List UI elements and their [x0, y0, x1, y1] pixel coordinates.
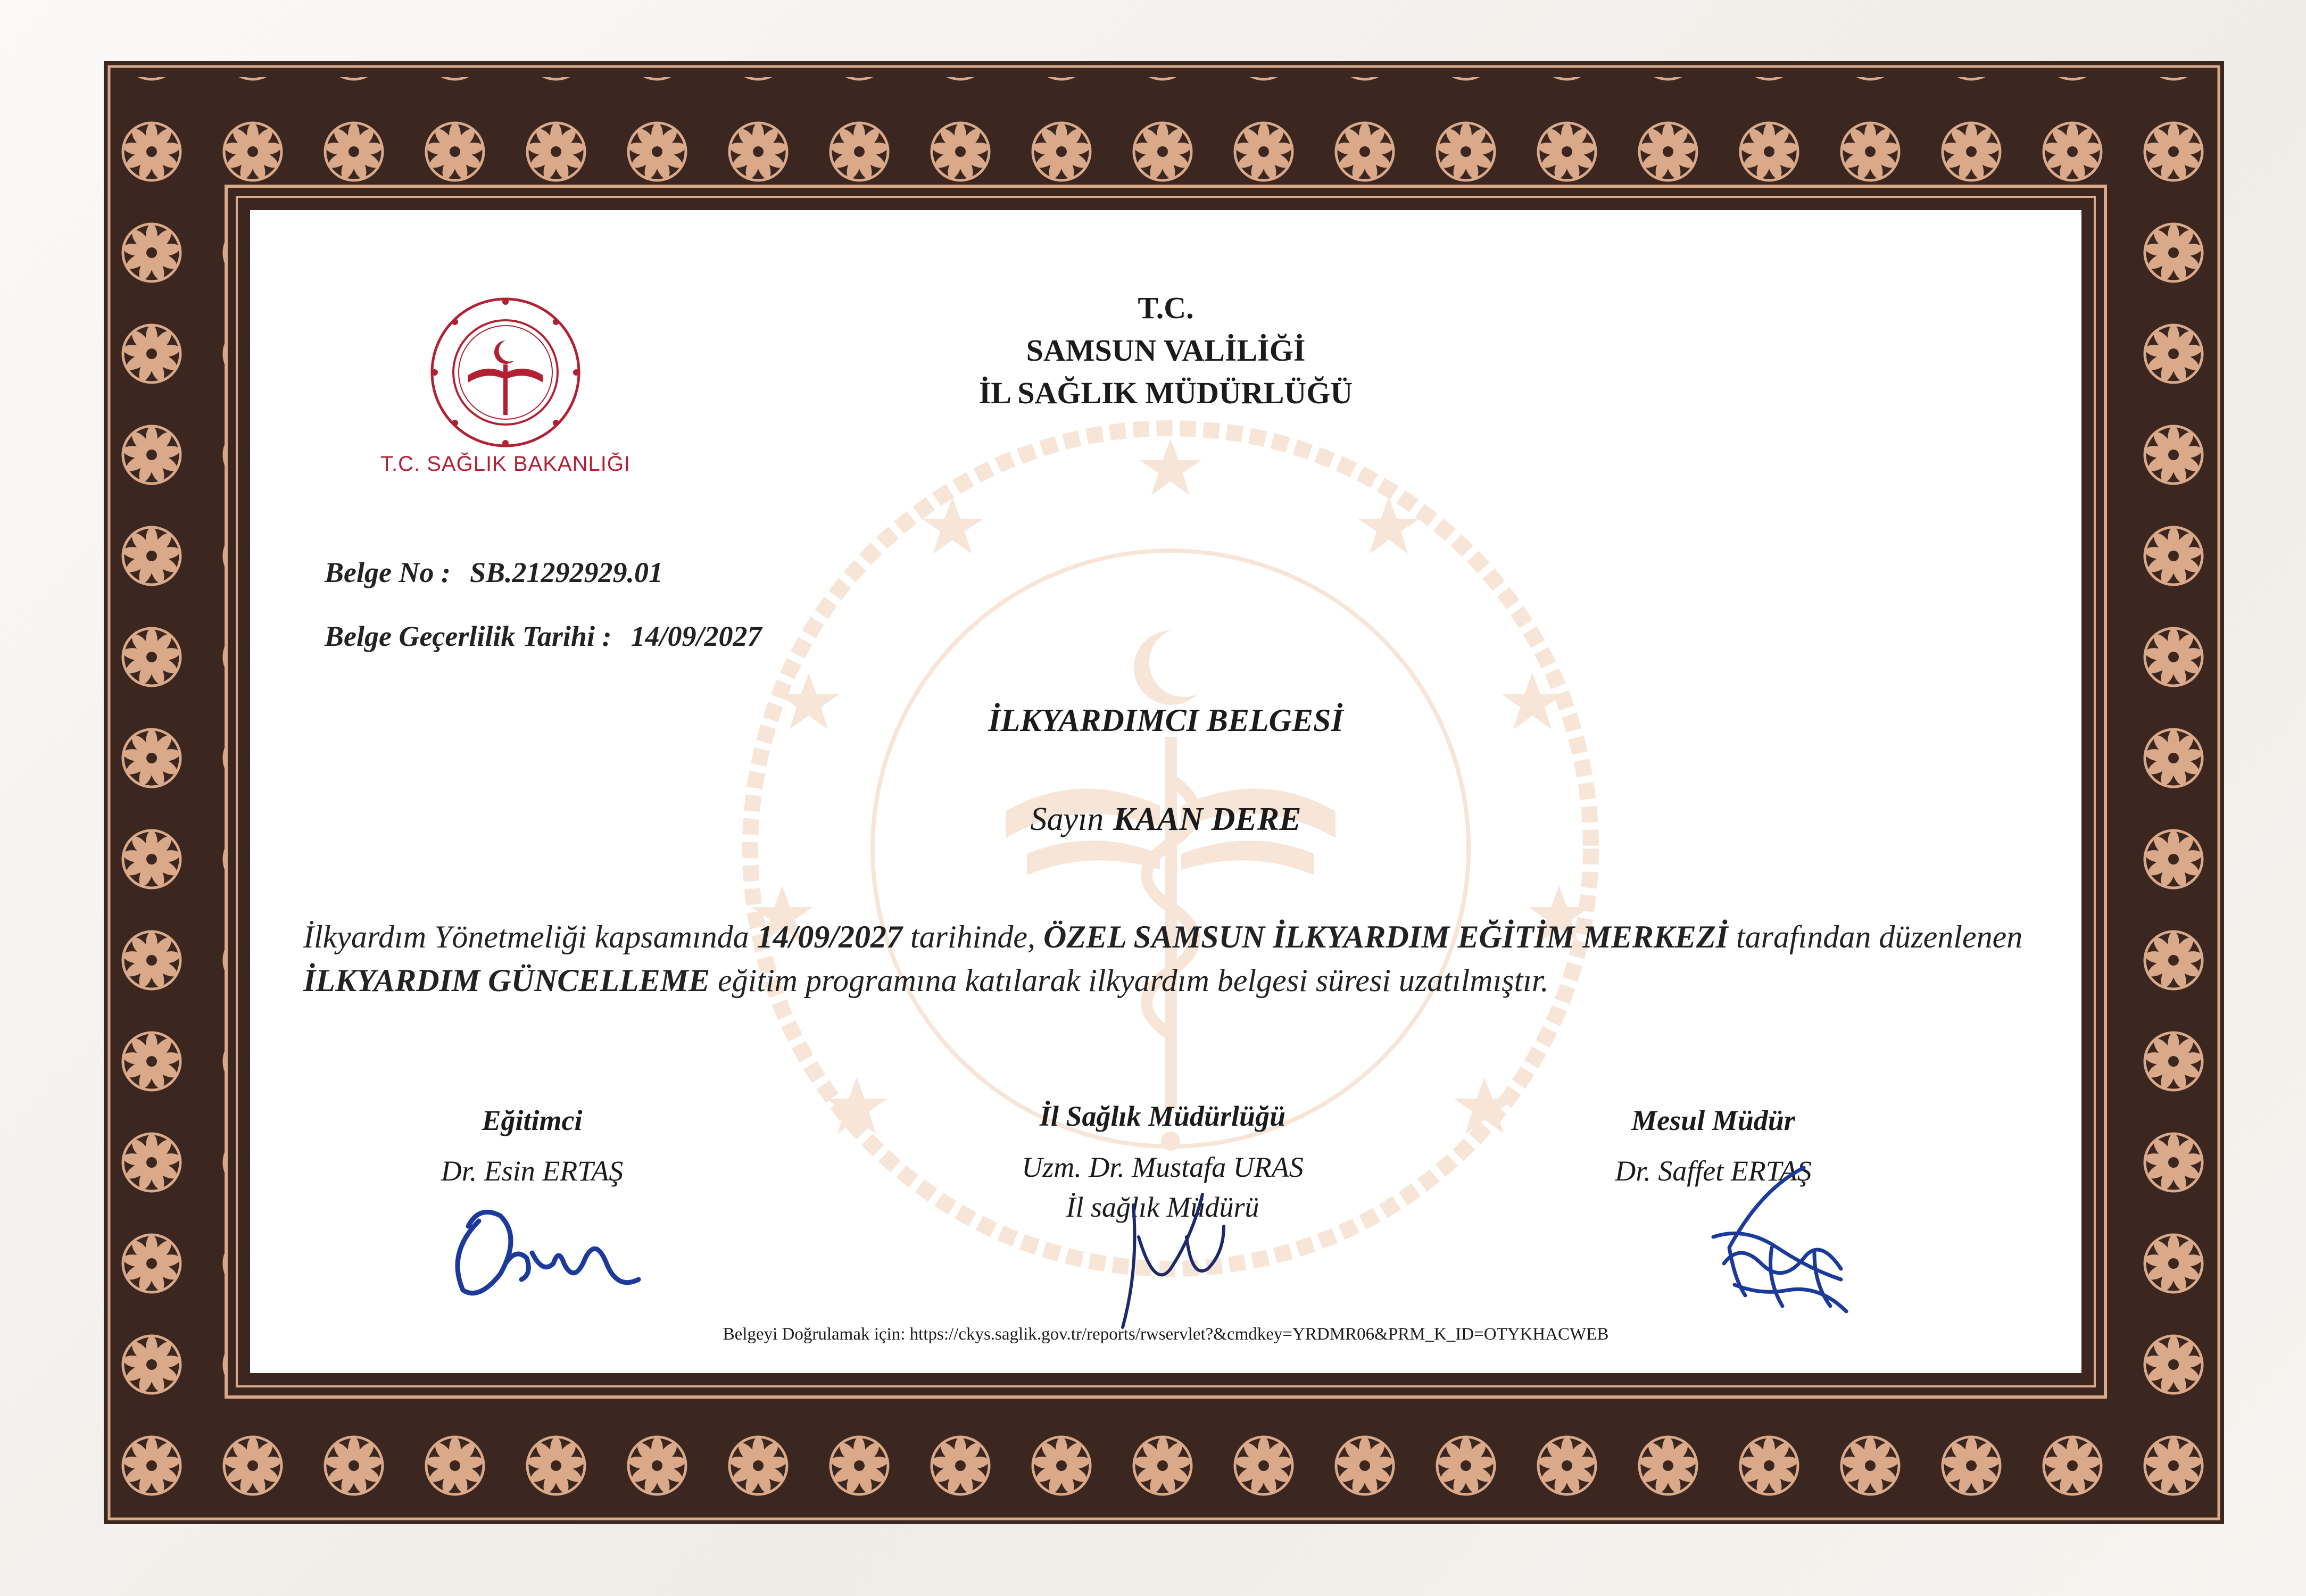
document-number: [325, 556, 663, 589]
salutation: Sayın: [1030, 801, 1104, 837]
body-training-date: 14/09/2027: [757, 919, 902, 954]
body-text-3: tarafından düzenlenen: [1728, 919, 2023, 954]
verification-url: Belgeyi Doğrulamak için: https://ckys.saglik.gov.tr/reports/rwservlet?&cmdkey=YRDMR06&PRM_K_ID=OTYKHACWEB: [723, 1325, 1609, 1344]
recipient-name: KAAN DERE: [1113, 801, 1301, 837]
recipient: [250, 801, 2081, 838]
signatory-3-name: Dr. Saffet ERTAŞ: [1615, 1155, 1812, 1187]
body-text-1: İlkyardım Yönetmeliği kapsamında: [303, 919, 757, 954]
certificate-body: [303, 915, 2059, 1002]
signatory-1-title: Eğitimci: [482, 1104, 583, 1136]
signatory-1-name: Dr. Esin ERTAŞ: [441, 1155, 624, 1187]
signature-1: [442, 1200, 665, 1306]
validity-date-value: 14/09/2027: [631, 620, 762, 652]
header-tc: T.C.: [1138, 290, 1194, 325]
signatory-2-name: Uzm. Dr. Mustafa URAS: [1022, 1151, 1304, 1183]
signature-2: [1080, 1157, 1272, 1333]
header-health-directorate: İL SAĞLIK MÜDÜRLÜĞÜ: [978, 376, 1353, 410]
signatory-2-role: İl sağlık Müdürü: [1066, 1191, 1259, 1223]
validity-date: [325, 620, 761, 653]
ministry-name: T.C. SAĞLIK BAKANLIĞI: [380, 452, 631, 476]
validity-date-label: Belge Geçerlilik Tarihi :: [325, 620, 612, 652]
document-number-label: Belge No :: [325, 556, 451, 588]
body-program-name: İLKYARDIM GÜNCELLEME: [303, 963, 710, 998]
certificate-title: İLKYARDIMCI BELGESİ: [988, 703, 1343, 738]
header-governorship: SAMSUN VALİLİĞİ: [1026, 333, 1306, 368]
body-text-2: tarihinde,: [902, 919, 1043, 954]
certificate-paper: [250, 210, 2081, 1373]
body-text-4: eğitim programına katılarak ilkyardım belgesi süresi uzatılmıştır.: [710, 963, 1549, 998]
body-training-center: ÖZEL SAMSUN İLKYARDIM EĞİTİM MERKEZİ: [1043, 919, 1728, 954]
document-number-value: SB.21292929.01: [469, 556, 663, 588]
signature-3: [1665, 1157, 1889, 1333]
signatory-2-title: İl Sağlık Müdürlüğü: [1039, 1100, 1286, 1132]
signatory-3-title: Mesul Müdür: [1631, 1104, 1795, 1136]
